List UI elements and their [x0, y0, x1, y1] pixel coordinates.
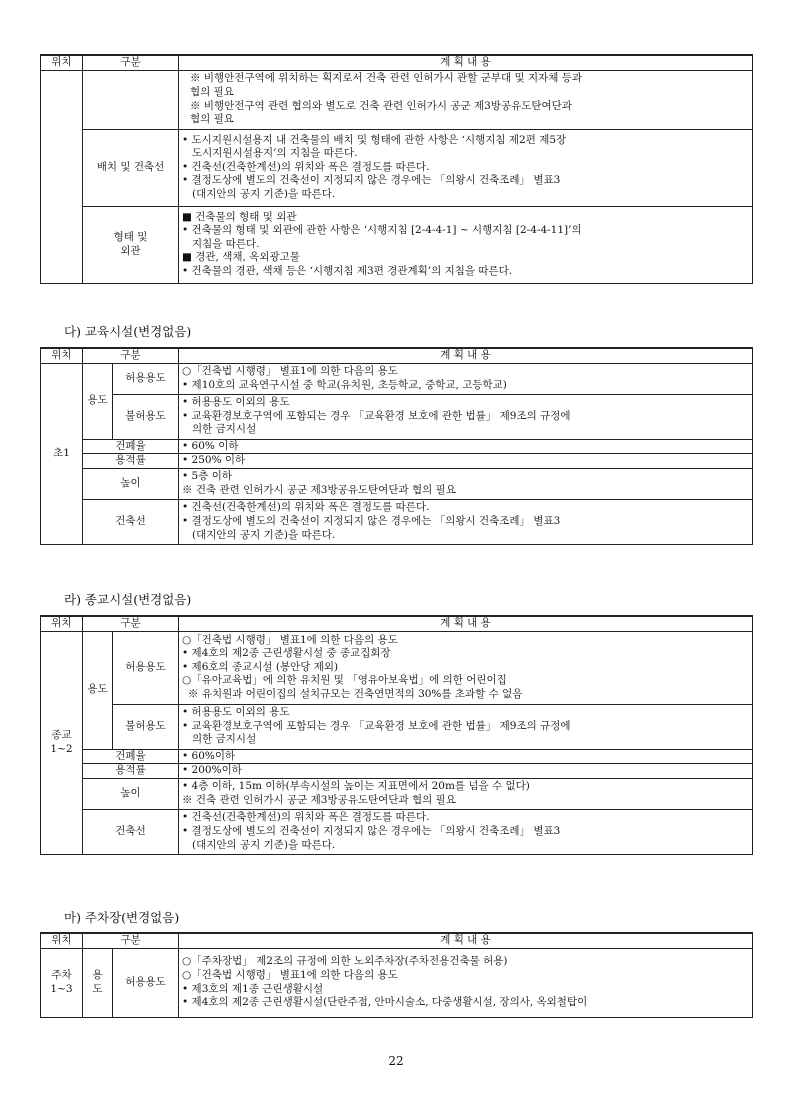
text-line: • 결정도상에 별도의 건축선이 지정되지 않은 경우에는 「의왕시 건축조례」 별표3: [182, 824, 561, 837]
text-line: 협의 필요: [190, 86, 234, 98]
table-row: [41, 778, 753, 809]
table-row: [41, 363, 753, 394]
table-education-facility: [40, 347, 753, 545]
text-line: • 4층 이하, 15m 이하(부속시설의 높이는 지표면에서 20m를 넘을 수 없다): [182, 780, 530, 793]
content-cell: [179, 468, 753, 499]
section-heading-religious: 라) 종교시설(변경없음): [64, 592, 192, 607]
text-line: ※ 비행안전구역 관련 협의와 별도로 건축 관련 인허가시 공군 제3방공유도탄여단과: [190, 99, 572, 112]
far-label: 용적률: [83, 764, 179, 779]
building-line-label: 건축선: [83, 499, 179, 544]
table-row: [41, 499, 753, 544]
text-line: (대지안의 공지 기준)을 따른다.: [192, 528, 336, 541]
text-line: • 허용용도 이외의 용도: [182, 396, 290, 409]
content-cell: [179, 70, 753, 129]
table-header-row: [41, 616, 753, 631]
text-line: ※ 건축 관련 인허가시 공군 제3방공유도탄여단과 협의 필요: [182, 483, 456, 496]
location-cell: 초1: [41, 363, 83, 544]
section-heading-education: 다) 교육시설(변경없음): [64, 324, 192, 339]
far-label: 용적률: [83, 454, 179, 469]
content-cell: [179, 499, 753, 544]
table-row: [41, 468, 753, 499]
header-location: 위치: [41, 933, 83, 948]
text-line: • 허용용도 이외의 용도: [182, 706, 290, 719]
text-line: 의한 금지시설: [192, 733, 257, 746]
text-line: • 건축선(건축한계선)의 위치와 폭은 결정도를 따른다.: [182, 501, 430, 514]
text-line: • 건축물의 경관, 색채 등은 ‘시행지침 제3편 경관계획’의 지침을 따른다.: [182, 264, 513, 277]
table-religious-facility: [40, 615, 753, 855]
text-line: • 제6호의 종교시설 (봉안당 제외): [182, 660, 339, 673]
header-content: 계 획 내 용: [179, 55, 753, 70]
disallowed-use-label: 불허용도: [113, 394, 179, 439]
content-cell: [179, 206, 753, 283]
building-line-label: 건축선: [83, 809, 179, 854]
category-form-label: 형태 및 외관: [83, 206, 179, 283]
far-value: • 200%이하: [179, 764, 753, 779]
category-cell: [83, 70, 179, 129]
section-heading-parking: 마) 주차장(변경없음): [64, 910, 180, 925]
text-line: • 제4호의 제2종 근린생활시설 중 종교집회장: [182, 647, 391, 660]
text-line: • 건축물의 형태 및 외관에 관한 사항은 ‘시행지침 [2-4-4-1] ~ 시행지침 [2-4-4-11]’의: [182, 224, 582, 237]
text-line: ○「건축법 시행령」 별표1에 의한 다음의 용도: [182, 633, 398, 646]
text-line: ○「건축법 시행령」 별표1에 의한 다음의 용도: [182, 969, 398, 981]
text-line: ○「건축법 시행령」 별표1에 의한 다음의 용도: [182, 365, 398, 377]
bcr-value: • 60%이하: [179, 749, 753, 764]
text-line: ※ 비행안전구역에 위치하는 획지로서 건축 관련 인허가시 관할 군부대 및 지자체 등과: [190, 72, 583, 85]
table-header-row: [41, 55, 753, 70]
content-cell: [179, 394, 753, 439]
text-line: 지침을 따른다.: [192, 237, 260, 250]
table-row: [41, 764, 753, 779]
category-layout-label: 배치 및 건축선: [83, 129, 179, 206]
table-row: [41, 631, 753, 704]
text-line: 의한 금지시설: [192, 423, 257, 436]
text-line: 협의 필요: [190, 113, 234, 126]
text-line: 도시지원시설용지’의 지침을 따른다.: [192, 147, 358, 160]
header-location: 위치: [41, 616, 83, 631]
allowed-use-label: 허용용도: [113, 363, 179, 394]
text-line: • 제3호의 제1종 근린생활시설: [182, 982, 324, 995]
table-row: [41, 439, 753, 454]
content-cell: [179, 948, 753, 1017]
table-header-row: [41, 933, 753, 948]
table-row: [41, 394, 753, 439]
table-row: [41, 809, 753, 854]
text-line: • 제10호의 교육연구시설 중 학교(유치원, 초등학교, 중학교, 고등학교): [182, 378, 507, 391]
location-cell: 종교 1~2: [41, 631, 83, 854]
location-cell: 주차 1~3: [41, 948, 83, 1017]
text-line: (대지안의 공지 기준)을 따른다.: [192, 187, 336, 200]
text-line: • 건축선(건축한계선)의 위치와 폭은 결정도를 따른다.: [182, 160, 430, 173]
text-line: ※ 건축 관련 인허가시 공군 제3방공유도탄여단과 협의 필요: [182, 793, 456, 806]
text-line: • 교육환경보호구역에 포함되는 경우 「교육환경 보호에 관한 법률」 제9조의 규정에: [182, 719, 571, 732]
text-line: • 결정도상에 별도의 건축선이 지정되지 않은 경우에는 「의왕시 건축조례」 별표3: [182, 174, 561, 187]
header-location: 위치: [41, 348, 83, 363]
table-row: [41, 129, 753, 206]
header-category: 구분: [83, 933, 179, 948]
text-line: • 교육환경보호구역에 포함되는 경우 「교육환경 보호에 관한 법률」 제9조의 규정에: [182, 409, 571, 422]
header-content: 계 획 내 용: [179, 933, 753, 948]
table-row: [41, 454, 753, 469]
text-line: • 제4호의 제2종 근린생활시설(단란주점, 안마시술소, 다중생활시설, 장의사, 옥외철탑이: [182, 996, 588, 1009]
text-line: ○「주차장법」 제2조의 규정에 의한 노외주차장(주차전용건축물 허용): [182, 955, 508, 968]
text-line: ■ 건축물의 형태 및 외관: [182, 210, 297, 223]
bcr-label: 건폐율: [83, 439, 179, 454]
text-line: • 5층 이하: [182, 470, 232, 483]
table-row: [41, 206, 753, 283]
text-line: • 도시지원시설용지 내 건축물의 배치 및 형태에 관한 사항은 ‘시행지침 제2편 제5장: [182, 133, 567, 146]
text-line: (대지안의 공지 기준)을 따른다.: [192, 838, 336, 851]
table-header-row: [41, 348, 753, 363]
content-cell: [179, 809, 753, 854]
table-row: [41, 948, 753, 1017]
text-line: ■ 경관, 색채, 옥외광고물: [182, 251, 300, 264]
table-building-layout: [40, 54, 753, 284]
text-line: ※ 유치원과 어린이집의 설치규모는 건축연면적의 30%를 초과할 수 없음: [188, 687, 523, 700]
header-category: 구분: [83, 348, 179, 363]
header-category: 구분: [83, 55, 179, 70]
use-label: 용도: [83, 363, 113, 439]
allowed-use-label: 허용용도: [113, 948, 179, 1017]
height-label: 높이: [83, 778, 179, 809]
content-cell: [179, 631, 753, 704]
header-content: 계 획 내 용: [179, 616, 753, 631]
text-line: ○「유아교육법」에 의한 유치원 및 「영유아보육법」에 의한 어린이집: [182, 674, 507, 687]
page-number: 22: [388, 1054, 404, 1068]
header-category: 구분: [83, 616, 179, 631]
table-parking: [40, 932, 753, 1018]
content-cell: [179, 363, 753, 394]
bcr-value: • 60% 이하: [179, 439, 753, 454]
allowed-use-label: 허용용도: [113, 631, 179, 704]
use-label: 용 도: [83, 948, 113, 1017]
table-row: [41, 749, 753, 764]
text-line: • 결정도상에 별도의 건축선이 지정되지 않은 경우에는 「의왕시 건축조례」 별표3: [182, 514, 561, 527]
location-cell: [41, 70, 83, 283]
content-cell: [179, 778, 753, 809]
table-row: [41, 70, 753, 129]
use-label: 용도: [83, 631, 113, 749]
disallowed-use-label: 불허용도: [113, 704, 179, 749]
header-location: 위치: [41, 55, 83, 70]
height-label: 높이: [83, 468, 179, 499]
text-line: • 건축선(건축한계선)의 위치와 폭은 결정도를 따른다.: [182, 811, 430, 824]
table-row: [41, 704, 753, 749]
far-value: • 250% 이하: [179, 454, 753, 469]
header-content: 계 획 내 용: [179, 348, 753, 363]
bcr-label: 건폐율: [83, 749, 179, 764]
content-cell: [179, 704, 753, 749]
content-cell: [179, 129, 753, 206]
